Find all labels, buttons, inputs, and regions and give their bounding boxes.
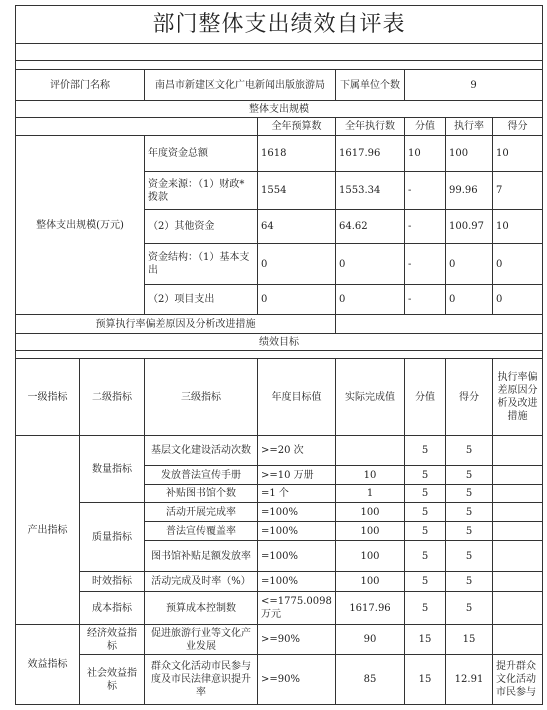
score-value: 5 — [405, 503, 446, 522]
output-indicator-label: 产出指标 — [16, 436, 80, 625]
rate-value: 0 — [446, 244, 493, 285]
blank-row — [16, 44, 543, 61]
indicator-name: 发放普法宣传手册 — [145, 466, 258, 485]
score-value: 5 — [405, 466, 446, 485]
actual-value: 90 — [336, 625, 405, 655]
actual-value: 0 — [336, 244, 405, 285]
note — [493, 541, 543, 572]
target-value: =1 个 — [258, 485, 336, 503]
col-header-budget: 全年预算数 — [258, 118, 336, 136]
score-value: 10 — [405, 136, 446, 172]
indicator-name: 普法宣传覆盖率 — [145, 522, 258, 541]
rate-value: 99.96 — [446, 172, 493, 210]
col-header-actual: 全年执行数 — [336, 118, 405, 136]
score: 0 — [493, 285, 543, 315]
perf-header-score: 得分 — [446, 359, 493, 436]
score: 5 — [446, 592, 493, 625]
deviation-label: 预算执行率偏差原因及分析改进措施 — [16, 315, 336, 334]
deviation-value — [336, 315, 543, 334]
blank-row — [16, 61, 543, 70]
score-value: 5 — [405, 436, 446, 466]
budget-header-blank — [16, 118, 258, 136]
perf-row — [16, 592, 543, 625]
actual-value: 85 — [336, 655, 405, 705]
rate-value: 0 — [446, 285, 493, 315]
perf-row — [16, 436, 543, 466]
col-header-score-value: 分值 — [405, 118, 446, 136]
page-title: 部门整体支出绩效自评表 — [16, 6, 543, 44]
indicator-name: 图书馆补贴足额发放率 — [145, 541, 258, 572]
perf-section-header: 绩效目标 — [16, 334, 543, 351]
perf-row — [16, 625, 543, 655]
target-value: >=20 次 — [258, 436, 336, 466]
indicator-name: 活动完成及时率（%） — [145, 572, 258, 592]
note — [493, 625, 543, 655]
perf-row — [16, 503, 543, 522]
note — [493, 436, 543, 466]
score: 5 — [446, 436, 493, 466]
budget-value: 0 — [258, 285, 336, 315]
target-value: =100% — [258, 541, 336, 572]
target-value: >=10 万册 — [258, 466, 336, 485]
perf-header-note: 执行率偏差原因分析及改进措施 — [493, 359, 543, 436]
note — [493, 485, 543, 503]
score: 5 — [446, 541, 493, 572]
actual-value: 100 — [336, 503, 405, 522]
score: 5 — [446, 466, 493, 485]
econ-indicator-label: 经济效益指标 — [80, 625, 145, 655]
target-value: =100% — [258, 522, 336, 541]
perf-header-level2: 二级指标 — [80, 359, 145, 436]
actual-value: 1553.34 — [336, 172, 405, 210]
budget-row-label: （2）其他资金 — [145, 210, 258, 244]
score-value: - — [405, 172, 446, 210]
score: 10 — [493, 136, 543, 172]
target-value: >=90% — [258, 655, 336, 705]
score-value: 5 — [405, 572, 446, 592]
budget-value: 1554 — [258, 172, 336, 210]
score-value: 5 — [405, 592, 446, 625]
sub-unit-label: 下属单位个数 — [336, 70, 405, 101]
score: 0 — [493, 244, 543, 285]
time-indicator-label: 时效指标 — [80, 572, 145, 592]
budget-row-label: 资金结构：（1）基本支出 — [145, 244, 258, 285]
actual-value: 64.62 — [336, 210, 405, 244]
perf-row — [16, 572, 543, 592]
actual-value: 1617.96 — [336, 136, 405, 172]
perf-header-level3: 三级指标 — [145, 359, 258, 436]
score-value: 5 — [405, 522, 446, 541]
score: 7 — [493, 172, 543, 210]
actual-value: 0 — [336, 285, 405, 315]
target-value: =100% — [258, 503, 336, 522]
quantity-indicator-label: 数量指标 — [80, 436, 145, 503]
actual-value: 10 — [336, 466, 405, 485]
score-value: 15 — [405, 625, 446, 655]
budget-value: 1618 — [258, 136, 336, 172]
score: 5 — [446, 572, 493, 592]
budget-value: 0 — [258, 244, 336, 285]
rate-value: 100 — [446, 136, 493, 172]
perf-row — [16, 655, 543, 705]
dept-label: 评价部门名称 — [16, 70, 145, 101]
sub-unit-count: 9 — [405, 70, 543, 101]
actual-value: 100 — [336, 522, 405, 541]
score: 15 — [446, 625, 493, 655]
target-value: <=1775.0098 万元 — [258, 592, 336, 625]
budget-row-label: 资金来源：（1）财政*拨款 — [145, 172, 258, 210]
target-value: >=90% — [258, 625, 336, 655]
indicator-name: 活动开展完成率 — [145, 503, 258, 522]
indicator-name: 促进旅游行业等文化产业发展 — [145, 625, 258, 655]
score-value: 5 — [405, 541, 446, 572]
cost-indicator-label: 成本指标 — [80, 592, 145, 625]
budget-row-label: （2）项目支出 — [145, 285, 258, 315]
indicator-name: 预算成本控制数 — [145, 592, 258, 625]
note: 提升群众文化活动市民参与 — [493, 655, 543, 705]
note — [493, 592, 543, 625]
score: 12.91 — [446, 655, 493, 705]
perf-header-level1: 一级指标 — [16, 359, 80, 436]
score: 5 — [446, 485, 493, 503]
actual-value: 1617.96 — [336, 592, 405, 625]
actual-value: 1 — [336, 485, 405, 503]
score-value: - — [405, 210, 446, 244]
indicator-name: 群众文化活动市民参与度及市民法律意识提升率 — [145, 655, 258, 705]
col-header-rate: 执行率 — [446, 118, 493, 136]
score: 10 — [493, 210, 543, 244]
score: 5 — [446, 522, 493, 541]
perf-header-score-value: 分值 — [405, 359, 446, 436]
note — [493, 572, 543, 592]
blank-row — [16, 351, 543, 359]
budget-value: 64 — [258, 210, 336, 244]
quality-indicator-label: 质量指标 — [80, 503, 145, 572]
benefit-indicator-label: 效益指标 — [16, 625, 80, 705]
note — [493, 522, 543, 541]
rate-value: 100.97 — [446, 210, 493, 244]
note — [493, 503, 543, 522]
perf-header-actual: 实际完成值 — [336, 359, 405, 436]
social-indicator-label: 社会效益指标 — [80, 655, 145, 705]
note — [493, 466, 543, 485]
indicator-name: 基层文化建设活动次数 — [145, 436, 258, 466]
dept-name: 南昌市新建区文化广电新闻出版旅游局 — [145, 70, 336, 101]
perf-header-target: 年度目标值 — [258, 359, 336, 436]
performance-self-evaluation-table — [15, 5, 543, 705]
score-value: 15 — [405, 655, 446, 705]
score-value: 5 — [405, 485, 446, 503]
actual-value: 100 — [336, 541, 405, 572]
actual-value — [336, 436, 405, 466]
indicator-name: 补贴图书馆个数 — [145, 485, 258, 503]
budget-row-label: 年度资金总额 — [145, 136, 258, 172]
col-header-score: 得分 — [493, 118, 543, 136]
budget-section-header: 整体支出规模 — [16, 101, 543, 118]
score-value: - — [405, 285, 446, 315]
score-value: - — [405, 244, 446, 285]
budget-row — [16, 136, 543, 172]
budget-side-label: 整体支出规模(万元) — [16, 136, 145, 315]
actual-value: 100 — [336, 572, 405, 592]
score: 5 — [446, 503, 493, 522]
target-value: =100% — [258, 572, 336, 592]
